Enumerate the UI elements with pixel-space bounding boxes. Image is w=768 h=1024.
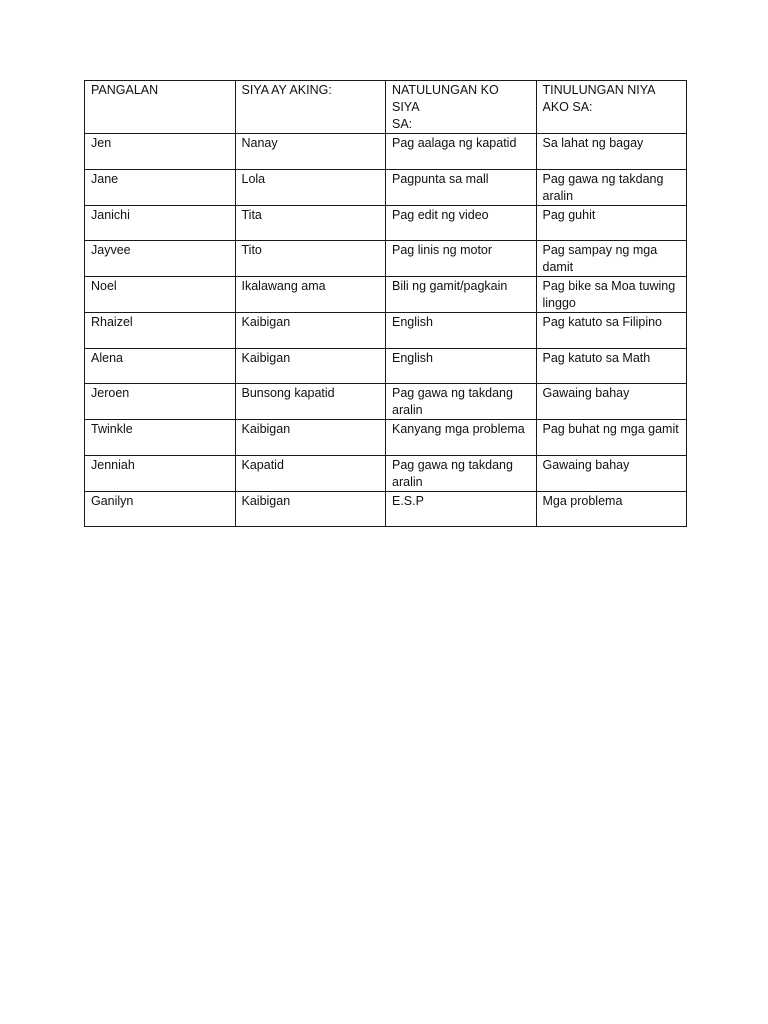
cell-helped-them: Pagpunta sa mall — [386, 169, 537, 205]
cell-helped-me: Pag bike sa Moa tuwing linggo — [536, 277, 687, 313]
cell-helped-me: Pag buhat ng mga gamit — [536, 420, 687, 456]
cell-name: Noel — [85, 277, 236, 313]
cell-helped-me: Pag katuto sa Math — [536, 348, 687, 384]
cell-name: Jayvee — [85, 241, 236, 277]
header-natulungan-ko: NATULUNGAN KO SIYA SA: — [386, 81, 537, 134]
cell-name: Jen — [85, 134, 236, 170]
cell-name: Jenniah — [85, 455, 236, 491]
cell-name: Alena — [85, 348, 236, 384]
table-header-row — [85, 81, 687, 134]
cell-name: Twinkle — [85, 420, 236, 456]
table-row — [85, 205, 687, 241]
cell-helped-me: Pag sampay ng mga damit — [536, 241, 687, 277]
cell-helped-them: Pag edit ng video — [386, 205, 537, 241]
cell-helped-them: Bili ng gamit/pagkain — [386, 277, 537, 313]
table-row — [85, 491, 687, 527]
table-row — [85, 384, 687, 420]
table-row — [85, 313, 687, 349]
cell-name: Rhaizel — [85, 313, 236, 349]
cell-helped-them: Pag linis ng motor — [386, 241, 537, 277]
cell-helped-me: Sa lahat ng bagay — [536, 134, 687, 170]
header-tinulungan-niya: TINULUNGAN NIYA AKO SA: — [536, 81, 687, 134]
table-row — [85, 420, 687, 456]
cell-helped-them: Pag gawa ng takdang aralin — [386, 455, 537, 491]
cell-relation: Kaibigan — [235, 348, 386, 384]
cell-helped-them: English — [386, 348, 537, 384]
cell-helped-them: E.S.P — [386, 491, 537, 527]
cell-name: Jeroen — [85, 384, 236, 420]
header-siya-ay-aking: SIYA AY AKING: — [235, 81, 386, 134]
cell-relation: Bunsong kapatid — [235, 384, 386, 420]
cell-relation: Kaibigan — [235, 420, 386, 456]
cell-relation: Lola — [235, 169, 386, 205]
cell-relation: Nanay — [235, 134, 386, 170]
cell-helped-me: Pag guhit — [536, 205, 687, 241]
cell-helped-them: Pag gawa ng takdang aralin — [386, 384, 537, 420]
table-row — [85, 277, 687, 313]
cell-helped-me: Pag gawa ng takdang aralin — [536, 169, 687, 205]
cell-relation: Tita — [235, 205, 386, 241]
cell-name: Jane — [85, 169, 236, 205]
cell-relation: Ikalawang ama — [235, 277, 386, 313]
table-row — [85, 134, 687, 170]
cell-helped-me: Mga problema — [536, 491, 687, 527]
cell-helped-them: English — [386, 313, 537, 349]
cell-relation: Kaibigan — [235, 491, 386, 527]
cell-relation: Tito — [235, 241, 386, 277]
cell-helped-me: Gawaing bahay — [536, 455, 687, 491]
cell-helped-me: Gawaing bahay — [536, 384, 687, 420]
cell-helped-me: Pag katuto sa Filipino — [536, 313, 687, 349]
helpers-table — [84, 80, 687, 527]
header-pangalan: PANGALAN — [85, 81, 236, 134]
table-row — [85, 348, 687, 384]
cell-helped-them: Kanyang mga problema — [386, 420, 537, 456]
cell-relation: Kapatid — [235, 455, 386, 491]
table-row — [85, 455, 687, 491]
cell-name: Janichi — [85, 205, 236, 241]
table-row — [85, 169, 687, 205]
table-row — [85, 241, 687, 277]
cell-name: Ganilyn — [85, 491, 236, 527]
cell-relation: Kaibigan — [235, 313, 386, 349]
cell-helped-them: Pag aalaga ng kapatid — [386, 134, 537, 170]
